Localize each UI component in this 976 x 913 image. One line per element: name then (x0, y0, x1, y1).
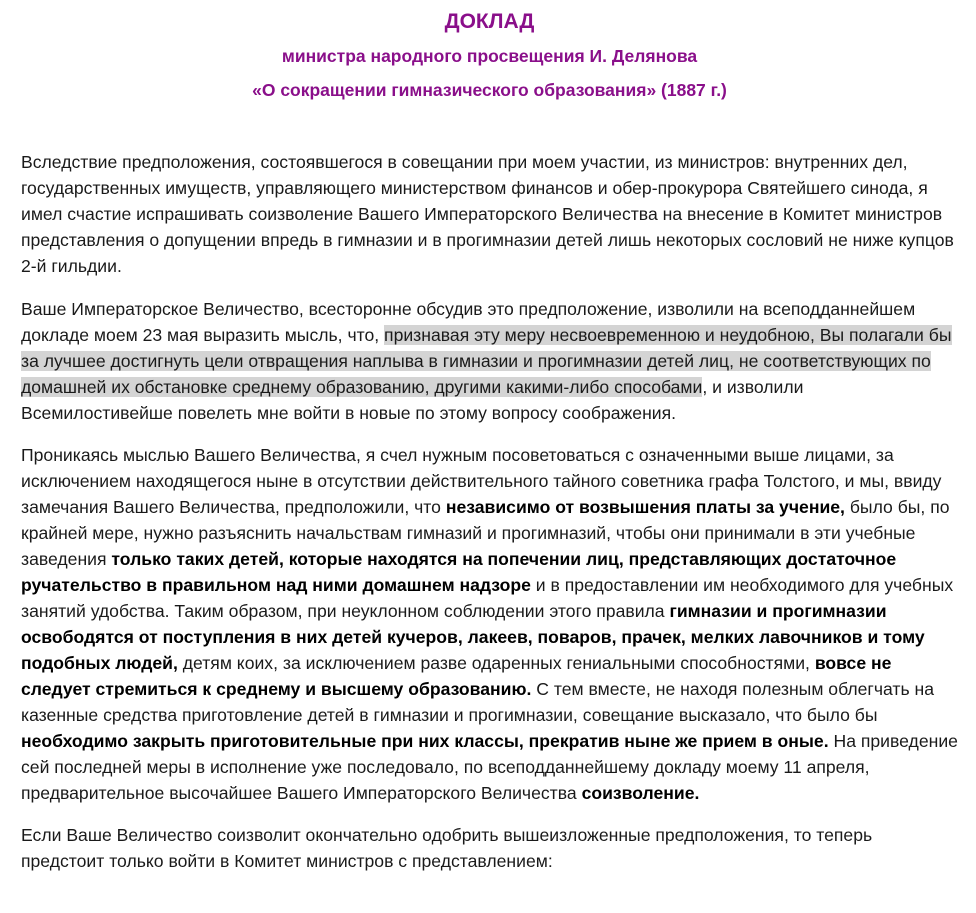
paragraph-3-text-6: На приведение сей последней меры в исполнение уже последовало, по всеподданнейшему докладу моему 11 апреля, предварительное высочайшее Вашего Императорского Величества (21, 731, 958, 803)
paragraph-3-text-3: и в предоставлении им необходимого для учебных занятий удобства. Таким образом, при неуклонном соблюдении этого правила (21, 575, 954, 621)
highlighted-quote[interactable]: признавая эту меру несвоевременною и неудобною, Вы полагали бы за лучшее достигнуть цели отвращения наплыва в гимназии и прогимназии детей лиц, не соответствующих по домашней их обстановке среднему образованию, другими какими-либо способами (21, 325, 952, 397)
paragraph-2-text-after: , и изволили Всемилостивейше повелеть мне войти в новые по этому вопросу соображения. (21, 377, 804, 423)
document-title: ДОКЛАД (444, 10, 535, 33)
paragraph-3-text-5: С тем вместе, не находя полезным облегчать на казенные средства приготовление детей в гимназии и прогимназии, совещание высказало, что было бы (21, 679, 935, 725)
paragraph-3-bold-2: только таких детей, которые находятся на попечении лиц, представляющих достаточное ручательство в правильном над ними домашнем надзоре (21, 549, 897, 595)
paragraph-2-text-before: Ваше Императорское Величество, всесторонне обсудив это предположение, изволили на всеподданнейшем докладе моем 23 мая выразить мысль, что, (21, 299, 916, 345)
paragraph-3-bold-1: независимо от возвышения платы за учение, (445, 497, 845, 517)
paragraph-3 (21, 442, 958, 806)
document-subtitle-author: министра народного просвещения И. Делянова (281, 46, 698, 66)
paragraph-3-text-1: Проникаясь мыслью Вашего Величества, я счел нужным посоветоваться с означенными выше лицами, за исключением находящегося ныне в отсутствии действительного тайного советника графа Толстого, и мы, ввиду замечания Вашего Величества, предположили, что (21, 445, 942, 517)
paragraph-3-bold-4: вовсе не следует стремиться к среднему и высшему образованию. (21, 653, 892, 699)
paragraph-3-bold-6: соизволение. (581, 783, 700, 803)
paragraph-3-bold-3: гимназии и прогимназии освободятся от поступления в них детей кучеров, лакеев, поваров, прачек, мелких лавочников и тому подобных людей, (21, 601, 925, 673)
paragraph-1: Вследствие предположения, состоявшегося в совещании при моем участии, из министров: внутренних дел, государственных имуществ, управляющего министерством финансов и обер-прокурора Святейшего синода, я имел счастие испрашивать соизволение Вашего Императорского Величества на внесение в Комитет министров представления о допущении впредь в гимназии и в прогимназии детей лишь некоторых сословий не ниже купцов 2-й гильдии. (21, 152, 954, 276)
document-subtitle-topic: «О сокращении гимназического образования» (1887 г.) (252, 80, 727, 100)
paragraph-2 (21, 296, 958, 426)
document-body (21, 149, 958, 874)
document-header (21, 0, 958, 101)
paragraph-3-text-4: детям коих, за исключением разве одаренных гениальными способностями, (177, 653, 815, 673)
paragraph-4: Если Ваше Величество соизволит окончательно одобрить вышеизложенные предположения, то теперь предстоит только войти в Комитет министров с представлением: (21, 825, 873, 871)
paragraph-3-bold-5: необходимо закрыть приготовительные при них классы, прекратив ныне же прием в оные. (21, 731, 829, 751)
paragraph-3-text-2: было бы, по крайней мере, нужно разъяснить начальствам гимназий и прогимназий, чтобы они принимали в эти учебные заведения (21, 497, 950, 569)
